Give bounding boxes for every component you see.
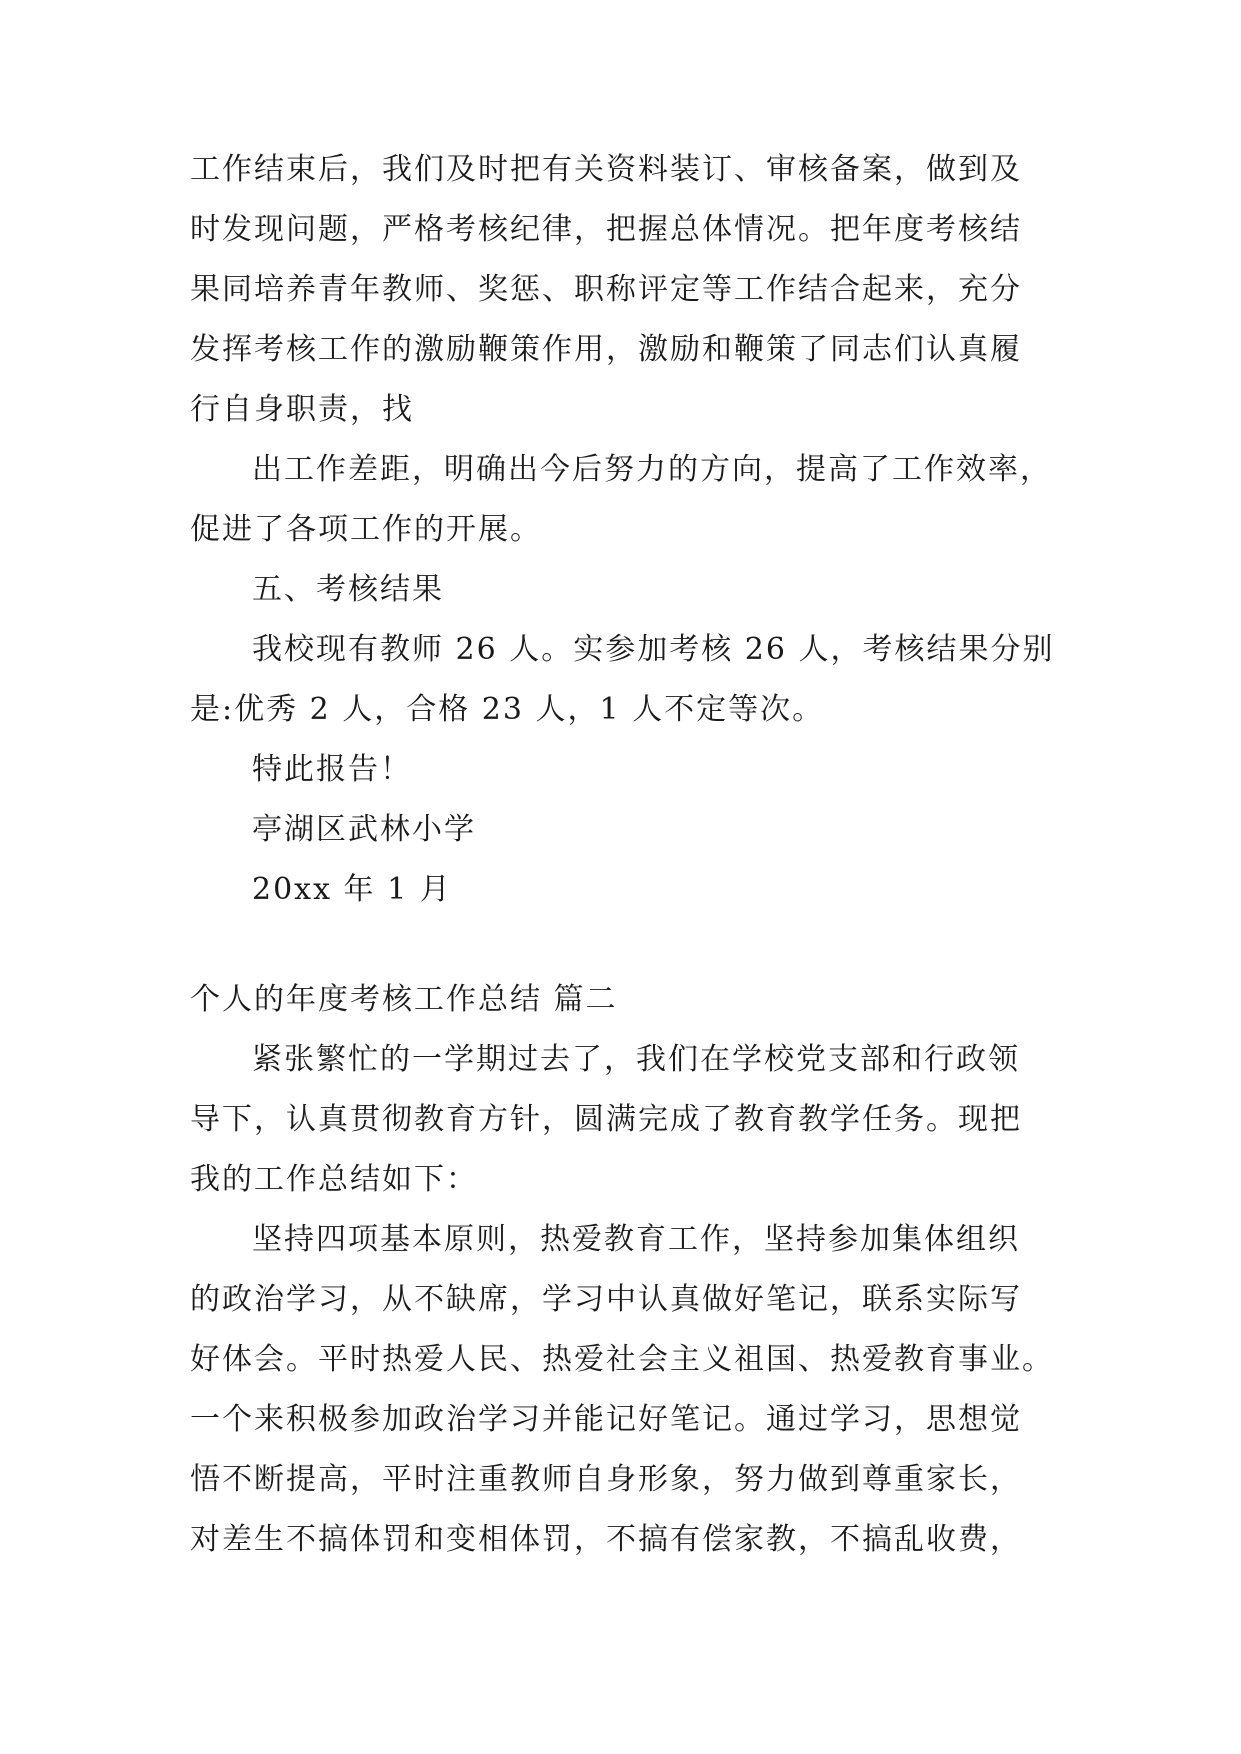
paragraph-line: 出工作差距，明确出今后努力的方向，提高了工作效率， [252, 452, 1052, 487]
paragraph-line: 一个来积极参加政治学习并能记好笔记。通过学习，思想觉 [190, 1402, 1022, 1437]
paragraph-line: 坚持四项基本原则，热爱教育工作，坚持参加集体组织 [252, 1222, 1020, 1257]
paragraph-line: 时发现问题，严格考核纪律，把握总体情况。把年度考核结 [190, 212, 1022, 247]
paragraph-line: 导下，认真贯彻教育方针，圆满完成了教育教学任务。现把 [190, 1102, 1022, 1137]
paragraph-line: 促进了各项工作的开展。 [190, 512, 542, 547]
paragraph-line: 好体会。平时热爱人民、热爱社会主义祖国、热爱教育事业。 [190, 1342, 1054, 1377]
article-title: 个人的年度考核工作总结 篇二 [190, 982, 618, 1017]
signature-org: 亭湖区武林小学 [252, 812, 476, 847]
paragraph-line: 发挥考核工作的激励鞭策作用，激励和鞭策了同志们认真履 [190, 332, 1022, 367]
paragraph-line: 悟不断提高，平时注重教师自身形象，努力做到尊重家长， [190, 1462, 1022, 1497]
paragraph-line: 我校现有教师 26 人。实参加考核 26 人，考核结果分别 [252, 632, 1055, 667]
paragraph-line: 对差生不搞体罚和变相体罚，不搞有偿家教，不搞乱收费， [190, 1522, 1022, 1557]
paragraph-line: 我的工作总结如下： [190, 1162, 478, 1197]
paragraph-line: 果同培养青年教师、奖惩、职称评定等工作结合起来，充分 [190, 272, 1022, 307]
paragraph-line: 行自身职责，找 [190, 392, 414, 427]
section-heading: 五、考核结果 [252, 572, 444, 607]
closing-line: 特此报告！ [252, 752, 412, 787]
paragraph-line: 工作结束后，我们及时把有关资料装订、审核备案，做到及 [190, 152, 1022, 187]
paragraph-line: 紧张繁忙的一学期过去了，我们在学校党支部和行政领 [252, 1042, 1020, 1077]
paragraph-line: 是:优秀 2 人，合格 23 人，1 人不定等次。 [190, 692, 825, 727]
signature-date: 20xx 年 1 月 [252, 872, 452, 907]
paragraph-line: 的政治学习，从不缺席，学习中认真做好笔记，联系实际写 [190, 1282, 1022, 1317]
